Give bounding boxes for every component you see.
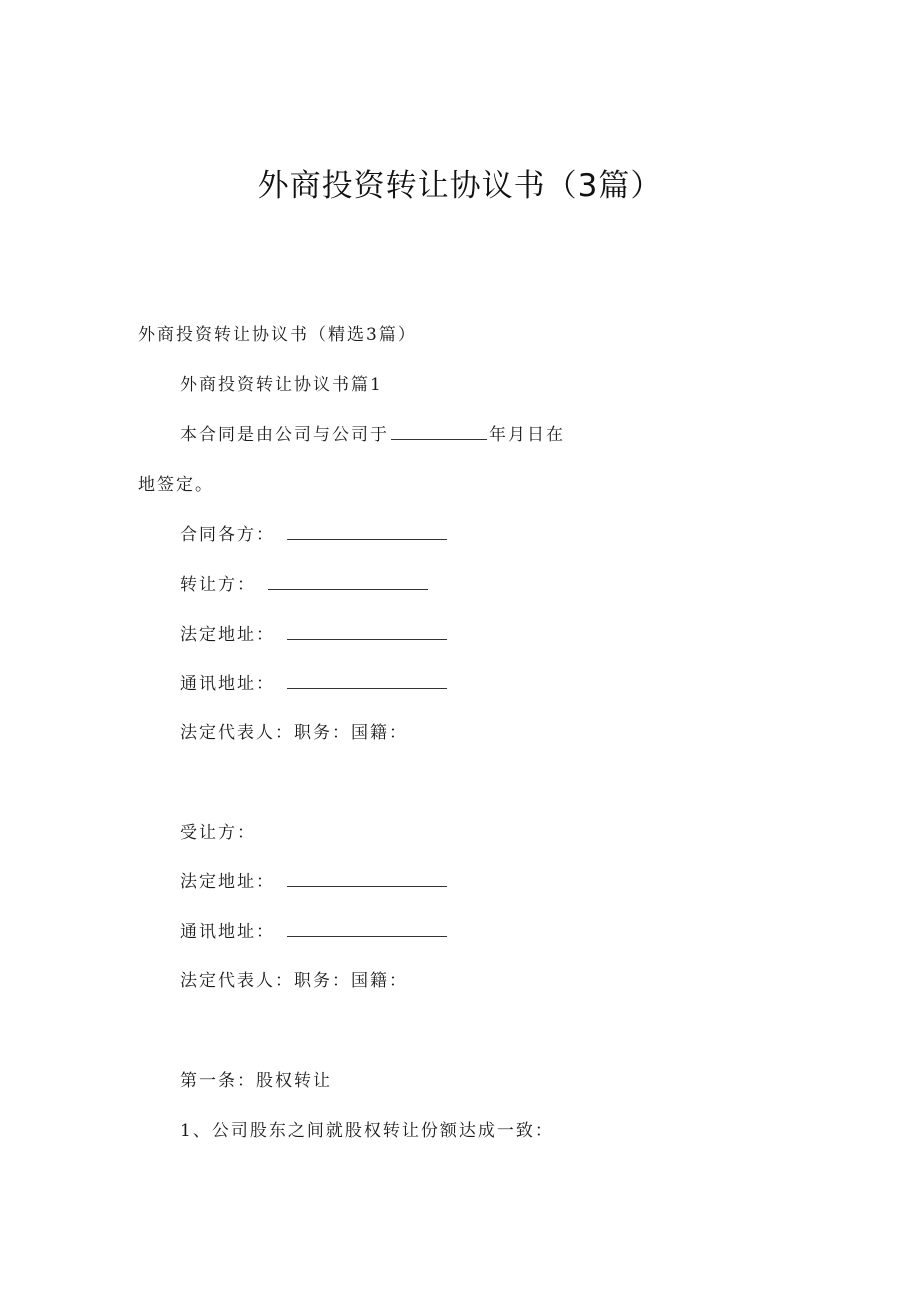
transferee-mailing-address-row [180, 917, 447, 942]
transferee-representative: 法定代表人：职务：国籍： [180, 971, 408, 991]
transferor-representative: 法定代表人：职务：国籍： [180, 723, 408, 743]
transferor-legal-address-blank [287, 638, 447, 640]
part-heading: 外商投资转让协议书篇1 [180, 375, 383, 395]
transferor-blank [268, 588, 428, 590]
transferor-mailing-address-label: 通讯地址： [180, 674, 275, 694]
parties-row [180, 520, 447, 545]
article-1-heading: 第一条：股权转让 [180, 1071, 332, 1091]
document-title: 外商投资转让协议书（3篇） [257, 168, 663, 204]
intro-text-before: 本合同是由公司与公司于 [180, 425, 389, 445]
intro-continuation: 地签定。 [138, 475, 214, 495]
transferor-mailing-address-row [180, 669, 447, 694]
transferor-legal-address-row [180, 620, 447, 645]
intro-text-after: 年月日在 [489, 425, 565, 445]
date-blank [391, 438, 487, 440]
transferee-legal-address-row [180, 867, 447, 892]
transferee-legal-address-label: 法定地址： [180, 872, 275, 892]
transferor-label: 转让方： [180, 575, 256, 595]
document-subtitle: 外商投资转让协议书（精选3篇） [138, 325, 417, 345]
transferee-label: 受让方： [180, 823, 256, 843]
parties-label: 合同各方： [180, 525, 275, 545]
article-1-item-1: 1、公司股东之间就股权转让份额达成一致： [180, 1121, 554, 1141]
intro-paragraph [180, 420, 565, 445]
transferee-legal-address-blank [287, 885, 447, 887]
transferee-mailing-address-label: 通讯地址： [180, 922, 275, 942]
parties-blank [287, 538, 447, 540]
transferor-legal-address-label: 法定地址： [180, 625, 275, 645]
transferor-row [180, 570, 428, 595]
transferee-mailing-address-blank [287, 935, 447, 937]
transferor-mailing-address-blank [287, 687, 447, 689]
